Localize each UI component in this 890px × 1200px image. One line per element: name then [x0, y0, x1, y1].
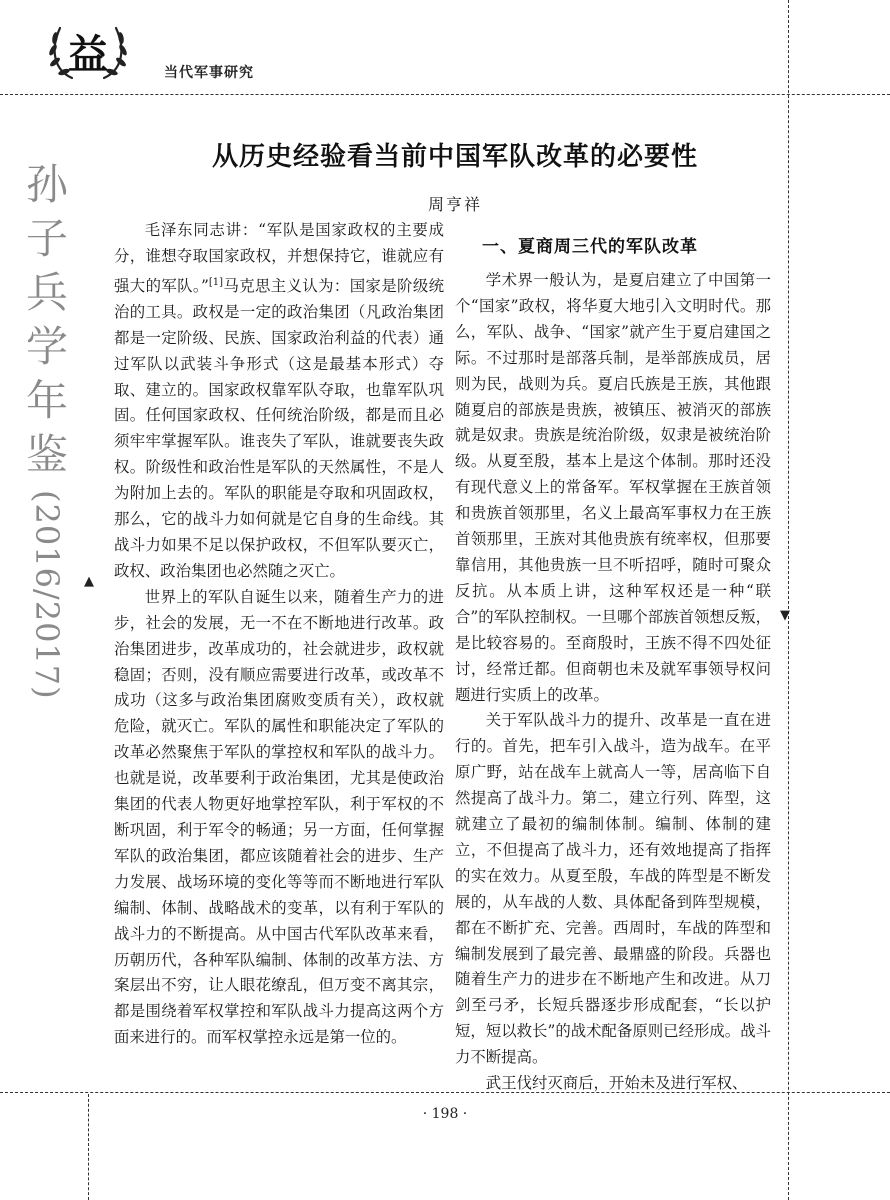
paragraph: 学术界一般认为，是夏启建立了中国第一个“国家”政权，将华夏大地引入文明时代。那么，军队、战争、“国家”就产生于夏启建国之际。不过那时是部落兵制，是举部族成员，居则为民，战则为兵。夏启氏族是王族，其他跟随夏启的部族是贵族，被镇压、被消灭的部族就是奴隶。贵族是统治阶级，奴隶是被统治阶级。从夏至殷，基本上是这个体制。那时还没有现代意义上的常备军。军权掌握在王族首领和贵族首领那里，名义上最高军事权力在王族首领那里，王族对其他贵族有统率权，但那要靠信用，其他贵族一旦不听招呼，随时可聚众反抗。从本质上讲，这种军权还是一种“联合”的军队控制权。一旦哪个部族首领想反叛，是比较容易的。至商殷时，王族不得不四处征讨，经常迁都。但商朝也未及就军事领导权问题进行实质上的改革。: [455, 271, 771, 704]
article-author: 周亨祥: [427, 195, 482, 214]
paragraph: [114, 218, 444, 585]
side-title-char: 子: [25, 214, 68, 263]
paragraph-text: 毛泽东同志讲：“军队是国家政权的主要成分，谁想夺取国家政权，并想保持它，谁就应有强大的军队。”: [114, 221, 444, 295]
arrow-up-icon: ▲: [84, 574, 94, 589]
header-divider: [0, 94, 890, 95]
paragraph: 武王伐纣灭商后，开始未及进行军权、: [485, 1074, 748, 1093]
right-text-column: [455, 268, 771, 1097]
citation-marker: [1]: [208, 276, 224, 288]
side-title-year: (2016/2017): [28, 490, 66, 700]
side-title-char: 鉴: [25, 430, 68, 479]
logo-glyph: 益: [68, 32, 108, 78]
side-title-char: 兵: [25, 268, 68, 317]
side-yearbook-title: [14, 158, 80, 700]
paragraph: 关于军队战斗力的提升、改革是一直在进行的。首先，把车引入战斗，造为战车。在平原广野，站在战车上就高人一等，居高临下自然提高了战斗力。第二，建立行列、阵型，这就建立了最初的编制体制。编制、体制的建立，不但提高了战斗力，还有效地提高了指挥的实在效力。从夏至殷，车战的阵型是不断发展的，从车战的人数、具体配备到阵型规模，都在不断扩充、完善。西周时，车战的阵型和编制发展到了最完善、最鼎盛的阶段。兵器也随着生产力的进步在不断地产生和改进。从刀剑至弓矛，长短兵器逐步形成配套，“长以护短，短以救长”的战术配备原则已经形成。战斗力不断提高。: [455, 711, 771, 1067]
left-text-column: [114, 218, 444, 1051]
paragraph-text: 马克思主义认为：国家是阶级统治的工具。政权是一定的政治集团（凡政治集团都是一定阶级、民族、国家政治利益的代表）通过军队以武装斗争形式（这是最基本形式）夺取、建立的。国家政权靠军队夺取，也靠军队巩固。任何国家政权、任何统治阶级，都是而且必须牢牢掌握军队。谁丧失了军队，谁就要丧失政权。阶级性和政治性是军队的天然属性，不是人为附加上去的。军队的职能是夺取和巩固政权，那么，它的战斗力如何就是它自身的生命线。其战斗力如果不足以保护政权，不但军队要灭亡，政权、政治集团也必然随之灭亡。: [114, 276, 444, 580]
side-title-char: 年: [25, 376, 68, 425]
page-number: · 198 ·: [422, 1106, 468, 1122]
side-title-char: 学: [25, 322, 68, 371]
journal-section-label: 当代军事研究: [164, 65, 254, 81]
arrow-down-icon: ▼: [780, 608, 790, 623]
paragraph: 世界上的军队自诞生以来，随着生产力的进步，社会的发展，无一不在不断地进行改革。政治集团进步，改革成功的，社会就进步，政权就稳固；否则，没有顺应需要进行改革，或改革不成功（这多与政治集团腐败变质有关），政权就危险，就灭亡。军队的属性和职能决定了军队的改革必然聚焦于军队的掌控权和军队的战斗力。也就是说，改革要利于政治集团，尤其是使政治集团的代表人物更好地掌控军队，利于军权的不断巩固，利于军令的畅通；另一方面，任何掌握军队的政治集团，都应该随着社会的进步、生产力发展、战场环境的变化等等而不断地进行军队编制、体制、战略战术的变革，以有利于军队的战斗力的不断提高。从中国古代军队改革来看，历朝历代，各种军队编制、体制的改革方法、方案层出不穷，让人眼花缭乱，但万变不离其宗，都是围绕着军权掌控和军队战斗力提高这两个方面来进行的。而军权掌控永远是第一位的。: [114, 587, 444, 1047]
section-heading: 一、夏商周三代的军队改革: [482, 237, 698, 257]
journal-laurel-logo-icon: [42, 14, 134, 86]
article-title: 从历史经验看当前中国军队改革的必要性: [211, 142, 698, 172]
right-margin-line: [788, 0, 789, 1200]
side-title-char: 孙: [25, 160, 68, 209]
